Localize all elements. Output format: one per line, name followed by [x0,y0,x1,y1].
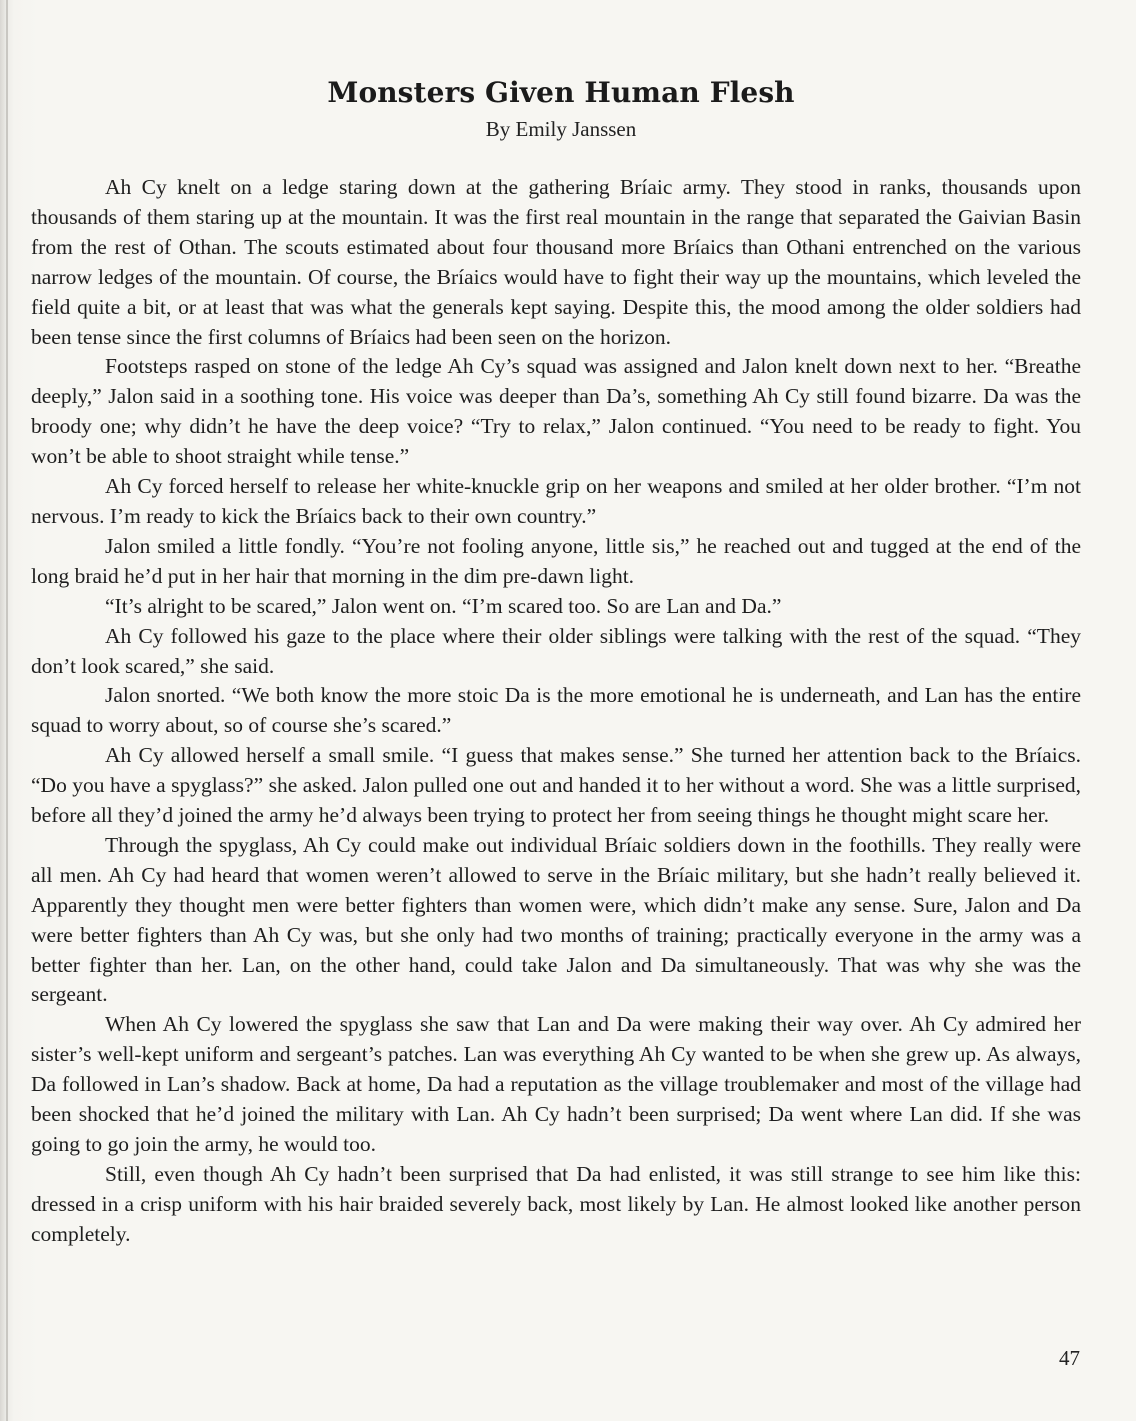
paragraph: Ah Cy knelt on a ledge staring down at the gathering Bríaic army. They stood in ranks, thousands upon thousands of them staring up at the mountain. It was the first real mountain in the range that separated the Gaivian Basin from the rest of Othan. The scouts estimated about four thousand more Bríaics than Othani entrenched on the various narrow ledges of the mountain. Of course, the Bríaics would have to fight their way up the mountains, which leveled the field quite a bit, or at least that was what the generals kept saying. Despite this, the mood among the older soldiers had been tense since the first columns of Bríaics had been seen on the horizon. [31,175,1081,349]
paragraph: “It’s alright to be scared,” Jalon went on. “I’m scared too. So are Lan and Da.” [105,593,782,618]
binding-gutter [6,0,8,1421]
author-byline: By Emily Janssen [485,117,637,141]
page-number: 47 [1059,1346,1080,1370]
paragraph: Footsteps rasped on stone of the ledge Ah Cy’s squad was assigned and Jalon knelt down next to her. “Breathe deeply,” Jalon said in a soothing tone. His voice was deeper than Da’s, something Ah Cy still found bizarre. Da was the broody one; why didn’t he have the deep voice? “Try to relax,” Jalon continued. “You need to be ready to fight. You won’t be able to shoot straight while tense.” [31,354,1081,469]
paragraph: Jalon snorted. “We both know the more stoic Da is the more emotional he is underneath, and Lan has the entire squad to worry about, so of course she’s scared.” [31,683,1081,738]
paragraph: Ah Cy forced herself to release her white-knuckle grip on her weapons and smiled at her older brother. “I’m not nervous. I’m ready to kick the Bríaics back to their own country.” [31,474,1081,528]
paragraph: Still, even though Ah Cy hadn’t been surprised that Da had enlisted, it was still strange to see him like this: dressed in a crisp uniform with his hair braided severely back, most likely by Lan. He almost looked like another person completely. [31,1161,1081,1246]
paragraph: Ah Cy followed his gaze to the place where their older siblings were talking with the rest of the squad. “They don’t look scared,” she said. [31,623,1081,678]
story-title: Monsters Given Human Flesh [327,76,795,109]
paragraph: Ah Cy allowed herself a small smile. “I guess that makes sense.” She turned her attention back to the Bríaics. “Do you have a spyglass?” she asked. Jalon pulled one out and handed it to her without a word. She was a little surprised, before all they’d joined the army he’d always been trying to protect her from seeing things he thought might scare her. [31,743,1081,828]
story-body [31,173,1081,1250]
paragraph: When Ah Cy lowered the spyglass she saw that Lan and Da were making their way over. Ah Cy admired her sister’s well-kept uniform and sergeant’s patches. Lan was everything Ah Cy wanted to be when she grew up. As always, Da followed in Lan’s shadow. Back at home, Da had a reputation as the village troublemaker and most of the village had been shocked that he’d joined the military with Lan. Ah Cy hadn’t been surprised; Da went where Lan did. If she was going to go join the army, he would too. [31,1012,1081,1156]
paragraph: Through the spyglass, Ah Cy could make out individual Bríaic soldiers down in the foothills. They really were all men. Ah Cy had heard that women weren’t allowed to serve in the Bríaic military, but she hadn’t really believed it. Apparently they thought men were better fighters than women were, which didn’t make any sense. Sure, Jalon and Da were better fighters than Ah Cy was, but she only had two months of training; practically everyone in the army was a better fighter than her. Lan, on the other hand, could take Jalon and Da simultaneously. That was why she was the sergeant. [31,832,1081,1007]
paragraph: Jalon smiled a little fondly. “You’re not fooling anyone, little sis,” he reached out and tugged at the end of the long braid he’d put in her hair that morning in the dim pre-dawn light. [31,533,1081,588]
